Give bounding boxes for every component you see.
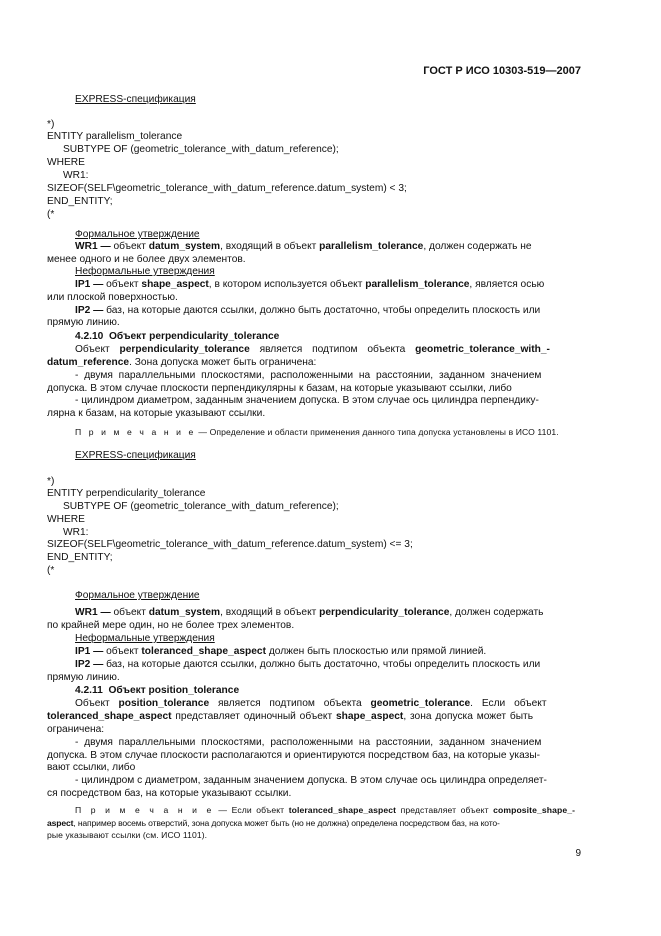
- code-line: ENTITY perpendicularity_tolerance: [47, 488, 206, 499]
- document-header: ГОСТ Р ИСО 10303-519—2007: [423, 65, 581, 77]
- code-line: SIZEOF(SELF\geometric_tolerance_with_datum_reference.datum_system) < 3;: [47, 183, 407, 194]
- page-number: 9: [575, 848, 581, 859]
- express-spec-heading: EXPRESS-спецификация: [75, 94, 196, 105]
- formal-statement-heading: Формальное утверждение: [75, 590, 200, 601]
- code-line: (*: [47, 565, 55, 576]
- ip2-rule-continued: прямую линию.: [47, 317, 120, 328]
- code-line: WR1:: [63, 170, 89, 181]
- ip2-rule-continued: прямую линию.: [47, 672, 120, 683]
- note: П р и м е ч а н и е — Определение и области применения данного типа допуска установлены в ИСО 1101.: [75, 427, 559, 437]
- code-line: END_ENTITY;: [47, 552, 113, 563]
- wr1-rule-continued: менее одного и не более двух элементов.: [47, 254, 246, 265]
- paragraph-line: Объект position_tolerance является подтипом объекта geometric_tolerance. Если объект: [75, 698, 547, 709]
- code-line: *): [47, 119, 55, 130]
- ip1-rule: IP1 — объект toleranced_shape_aspect должен быть плоскостью или прямой линией.: [75, 646, 487, 657]
- express-spec-heading: EXPRESS-спецификация: [75, 450, 196, 461]
- code-line: WHERE: [47, 514, 85, 525]
- code-line: END_ENTITY;: [47, 196, 113, 207]
- list-item-continued: вают ссылки, либо: [47, 762, 136, 773]
- ip1-rule-continued: или плоской поверхностью.: [47, 292, 178, 303]
- ip2-rule: IP2 — баз, на которые даются ссылки, должно быть достаточно, чтобы определить плоскость или: [75, 659, 541, 670]
- note-continued: рые указывают ссылки (см. ИСО 1101).: [47, 830, 208, 840]
- list-item-continued: допуска. В этом случае плоскости перпендикулярны к базам, на которые указывают ссылки, либо: [47, 383, 512, 394]
- code-line: WHERE: [47, 157, 85, 168]
- paragraph-line: datum_reference. Зона допуска может быть ограничена:: [47, 357, 317, 368]
- ip2-rule: IP2 — баз, на которые даются ссылки, должно быть достаточно, чтобы определить плоскость или: [75, 305, 541, 316]
- wr1-rule-continued: по крайней мере один, но не более трех элементов.: [47, 620, 295, 631]
- informal-statements-heading: Неформальные утверждения: [75, 266, 215, 277]
- list-item: - цилиндром с диаметром, заданным значением допуска. В этом случае ось цилиндра определяет-: [75, 775, 547, 786]
- section-heading-4-2-11: 4.2.11 Объект position_tolerance: [75, 685, 240, 696]
- note-continued: aspect, например восемь отверстий, зона допуска может быть (но не должна) определена посредством баз, на кото-: [47, 818, 500, 828]
- wr1-rule: WR1 — объект datum_system, входящий в объект perpendicularity_tolerance, должен содержать: [75, 607, 544, 618]
- code-line: ENTITY parallelism_tolerance: [47, 131, 183, 142]
- paragraph-line: ограничена:: [47, 724, 105, 735]
- code-line: SIZEOF(SELF\geometric_tolerance_with_datum_reference.datum_system) <= 3;: [47, 539, 413, 550]
- section-heading-4-2-10: 4.2.10 Объект perpendicularity_tolerance: [75, 331, 280, 342]
- formal-statement-heading: Формальное утверждение: [75, 229, 200, 240]
- list-item-continued: ся посредством баз, на которые указывают ссылки.: [47, 788, 292, 799]
- code-line: SUBTYPE OF (geometric_tolerance_with_datum_reference);: [63, 501, 339, 512]
- code-line: *): [47, 476, 55, 487]
- list-item: - двумя параллельными плоскостями, расположенными на расстоянии, заданном значением: [75, 737, 542, 748]
- paragraph-line: toleranced_shape_aspect представляет одиночный объект shape_aspect, зона допуска может быть: [47, 711, 534, 722]
- note: П р и м е ч а н и е — Если объект toleranced_shape_aspect представляет объект composite_shape_-: [75, 805, 576, 815]
- list-item: - цилиндром диаметром, заданным значением допуска. В этом случае ось цилиндра перпендику-: [75, 395, 539, 406]
- ip1-rule: IP1 — объект shape_aspect, в котором используется объект parallelism_tolerance, является осью: [75, 279, 545, 290]
- code-line: SUBTYPE OF (geometric_tolerance_with_datum_reference);: [63, 144, 339, 155]
- code-line: WR1:: [63, 527, 89, 538]
- wr1-rule: WR1 — объект datum_system, входящий в объект parallelism_tolerance, должен содержать не: [75, 241, 532, 252]
- list-item: - двумя параллельными плоскостями, расположенными на расстоянии, заданном значением: [75, 370, 542, 381]
- list-item-continued: допуска. В этом случае плоскости располагаются и ориентируются посредством баз, на которые указы-: [47, 750, 541, 761]
- code-line: (*: [47, 209, 55, 220]
- list-item-continued: лярна к базам, на которые указывают ссылки.: [47, 408, 266, 419]
- informal-statements-heading: Неформальные утверждения: [75, 633, 215, 644]
- paragraph-line: Объект perpendicularity_tolerance является подтипом объекта geometric_tolerance_with_-: [75, 344, 550, 355]
